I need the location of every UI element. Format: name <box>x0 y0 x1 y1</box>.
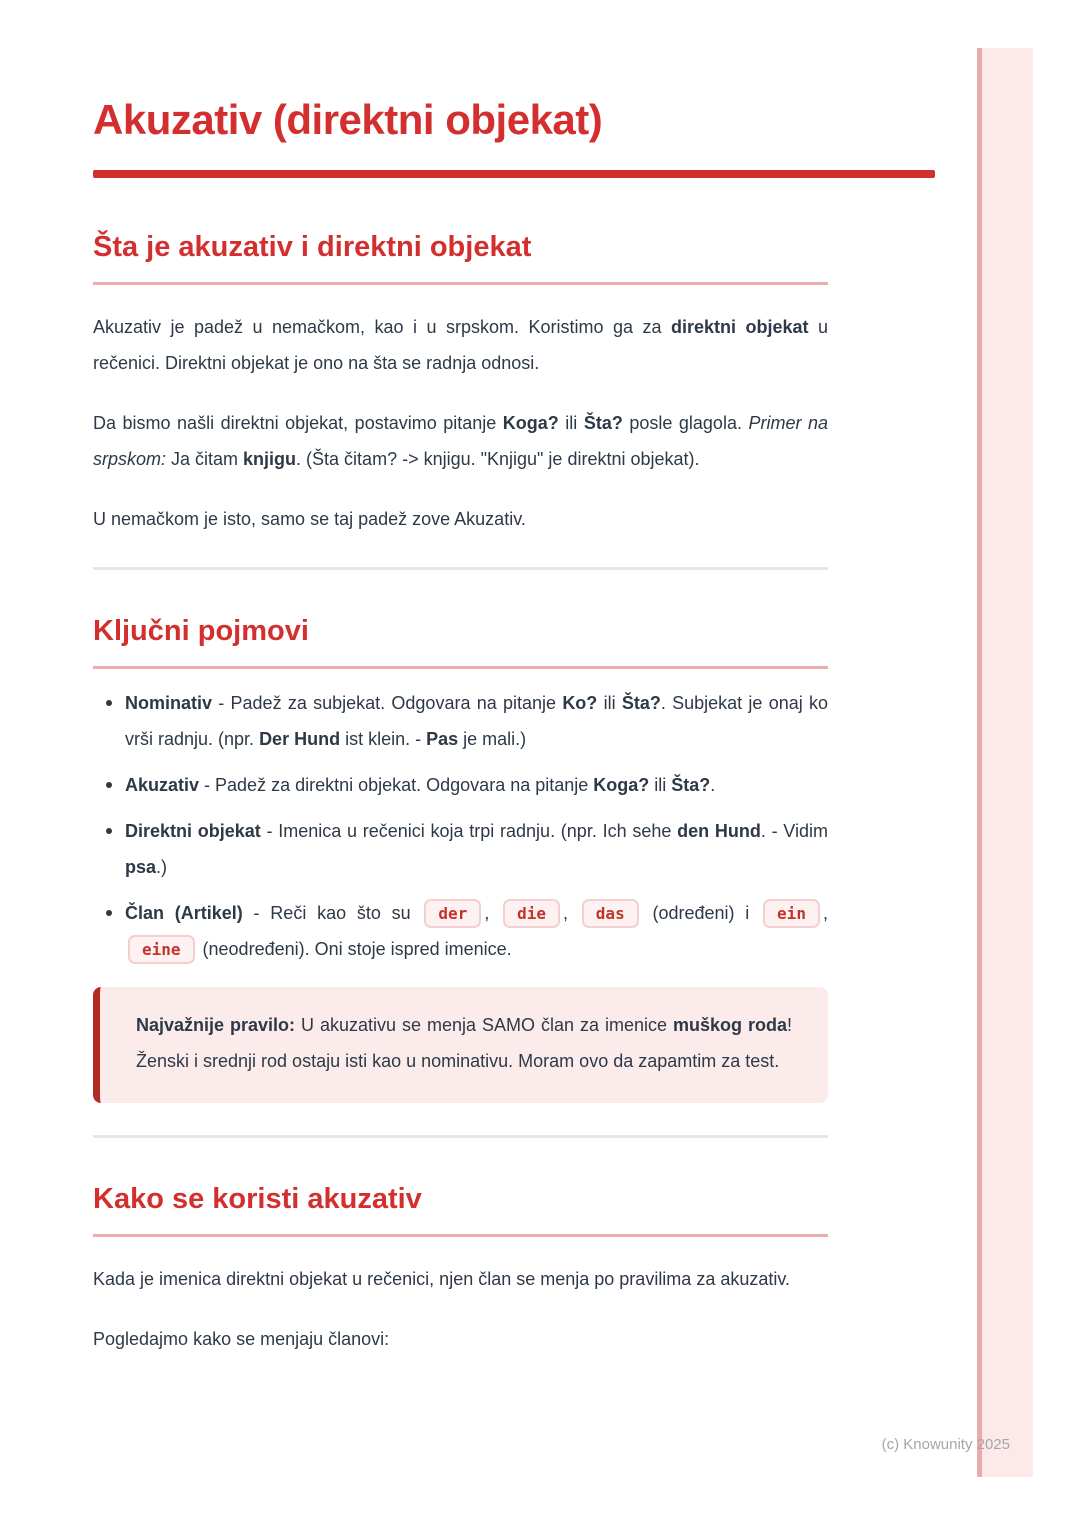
text-run: . <box>710 774 716 795</box>
text-run: .) <box>156 856 168 877</box>
important-rule-callout <box>93 987 828 1103</box>
text-run: psa <box>125 856 157 877</box>
text-run: . (Šta čitam? -> knjigu. "Knjigu" je direktni objekat). <box>296 449 700 470</box>
section-key-terms-heading: Ključni pojmovi <box>93 614 828 669</box>
text-run: Akuzativ <box>125 774 200 795</box>
text-run: - Padež za subjekat. Odgovara na pitanje <box>212 692 563 713</box>
text-run: Akuzativ je padež u nemačkom, kao i u srpskom. Koristimo ga za <box>93 317 671 338</box>
text-run: . Subjekat je onaj ko vrši radnju. (npr. <box>125 692 829 749</box>
text-run: U nemačkom je isto, samo se taj padež zove Akuzativ. <box>93 509 526 530</box>
code-chip: der <box>424 899 481 928</box>
text-run: ili <box>649 774 672 795</box>
text-run: ili <box>597 692 622 713</box>
callout-text <box>136 1007 792 1079</box>
text-run: Kada je imenica direktni objekat u rečenici, njen član se menja po pravilima za akuzativ. <box>93 1268 791 1289</box>
list-item <box>93 813 828 885</box>
paragraph <box>93 405 828 477</box>
text-run: Der Hund <box>259 728 341 749</box>
page-title: Akuzativ (direktni objekat) <box>93 96 603 143</box>
text-run: je mali.) <box>458 728 527 749</box>
text-run: den Hund <box>677 820 761 841</box>
section-usage <box>93 1182 828 1357</box>
text-run: Šta? <box>671 774 711 795</box>
text-run: Član (Artikel) <box>125 902 243 923</box>
text-run: Primer na srpskom: <box>93 413 829 470</box>
text-run: Koga? <box>502 413 559 434</box>
title-rule <box>93 170 935 178</box>
paragraph <box>93 501 828 537</box>
paragraph <box>93 1261 828 1297</box>
paragraph <box>93 309 828 381</box>
paragraph <box>93 1321 828 1357</box>
text-run: (određeni) i <box>641 902 761 923</box>
text-run: Pogledajmo kako se menjaju članovi: <box>93 1328 390 1349</box>
text-run: , <box>563 902 579 923</box>
text-run: . - Vidim <box>760 820 828 841</box>
text-run: , <box>822 902 828 923</box>
page-edge-stripe <box>977 48 1033 1477</box>
section-divider <box>93 567 828 570</box>
text-run: muškog roda <box>672 1014 787 1035</box>
text-run: (neodređeni). Oni stoje ispred imenice. <box>197 938 512 959</box>
key-terms-list <box>93 685 828 967</box>
document-content <box>93 0 935 1357</box>
text-run: Ja čitam <box>166 449 244 470</box>
text-run: u rečenici. Direktni objekat je ono na šta se radnja odnosi. <box>93 317 828 374</box>
text-run: ist klein. - <box>340 728 427 749</box>
section-intro-heading: Šta je akuzativ i direktni objekat <box>93 230 828 285</box>
list-item <box>93 767 828 803</box>
list-item <box>93 685 828 757</box>
text-run: direktni objekat <box>670 317 809 338</box>
text-run: - Padež za direktni objekat. Odgovara na pitanje <box>199 774 594 795</box>
copyright-notice: (c) Knowunity 2025 <box>881 1436 1010 1453</box>
code-chip: die <box>503 899 560 928</box>
text-run: Šta? <box>621 692 661 713</box>
text-run: Pas <box>426 728 459 749</box>
text-run: ili <box>558 413 584 434</box>
text-run: knjigu <box>243 449 297 470</box>
text-run: ! Ženski i srednji rod ostaju isti kao u nominativu. Moram ovo da zapamtim za test. <box>136 1014 792 1071</box>
section-usage-heading: Kako se koristi akuzativ <box>93 1182 828 1237</box>
section-intro <box>93 230 828 537</box>
list-item <box>93 895 828 967</box>
text-run: Šta? <box>583 413 623 434</box>
text-run: Da bismo našli direktni objekat, postavimo pitanje <box>93 413 503 434</box>
text-run: Najvažnije pravilo: <box>136 1014 296 1035</box>
text-run: - Imenica u rečenici koja trpi radnju. (npr. Ich sehe <box>260 820 678 841</box>
code-chip: eine <box>128 935 195 964</box>
text-run: U akuzativu se menja SAMO član za imenice <box>295 1014 673 1035</box>
text-run: posle glagola. <box>622 413 749 434</box>
text-run: Ko? <box>562 692 598 713</box>
text-run: Koga? <box>593 774 650 795</box>
section-key-terms <box>93 614 828 1103</box>
section-divider <box>93 1135 828 1138</box>
text-run: - Reči kao što su <box>242 902 422 923</box>
code-chip: ein <box>763 899 820 928</box>
text-run: Direktni objekat <box>125 820 261 841</box>
text-run: , <box>484 902 501 923</box>
text-run: Nominativ <box>125 692 213 713</box>
code-chip: das <box>582 899 639 928</box>
